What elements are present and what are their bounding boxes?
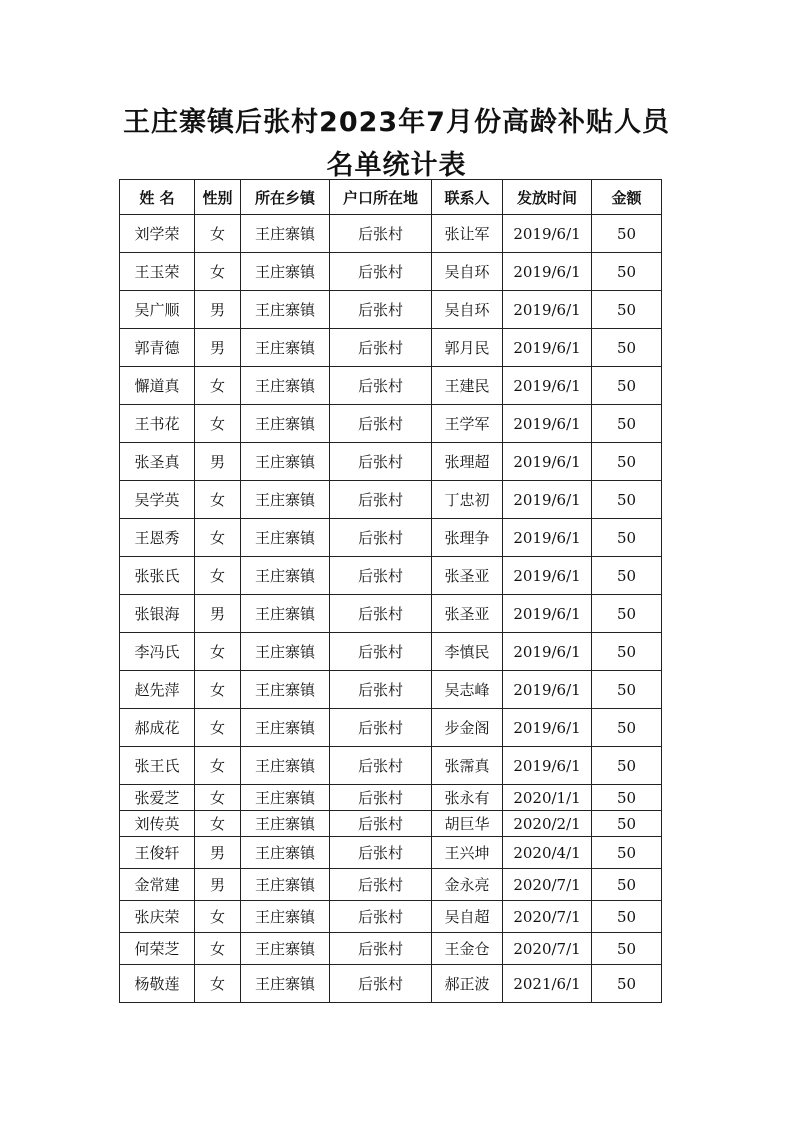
cell-gender: 男 <box>195 595 241 633</box>
header-township: 所在乡镇 <box>241 180 330 215</box>
table-row <box>120 329 662 367</box>
cell-contact: 王金仓 <box>432 933 503 965</box>
cell-amount: 50 <box>592 785 662 811</box>
cell-name: 王书花 <box>120 405 195 443</box>
cell-contact: 吴自环 <box>432 291 503 329</box>
cell-township: 王庄寨镇 <box>241 253 330 291</box>
cell-gender: 女 <box>195 747 241 785</box>
cell-issue-date: 2019/6/1 <box>503 443 592 481</box>
cell-name: 郝成花 <box>120 709 195 747</box>
cell-residence: 后张村 <box>330 291 432 329</box>
cell-issue-date: 2020/4/1 <box>503 837 592 869</box>
cell-residence: 后张村 <box>330 837 432 869</box>
page-title-line-1: 王庄寨镇后张村2023年7月份高龄补贴人员 <box>123 107 670 138</box>
cell-name: 张爱芝 <box>120 785 195 811</box>
cell-issue-date: 2019/6/1 <box>503 215 592 253</box>
cell-amount: 50 <box>592 869 662 901</box>
cell-name: 张庆荣 <box>120 901 195 933</box>
table-row <box>120 443 662 481</box>
cell-contact: 金永亮 <box>432 869 503 901</box>
cell-contact: 步金阁 <box>432 709 503 747</box>
cell-amount: 50 <box>592 837 662 869</box>
cell-residence: 后张村 <box>330 405 432 443</box>
cell-issue-date: 2019/6/1 <box>503 671 592 709</box>
cell-township: 王庄寨镇 <box>241 811 330 837</box>
cell-residence: 后张村 <box>330 933 432 965</box>
cell-township: 王庄寨镇 <box>241 443 330 481</box>
cell-gender: 男 <box>195 443 241 481</box>
table-row <box>120 481 662 519</box>
cell-residence: 后张村 <box>330 557 432 595</box>
cell-residence: 后张村 <box>330 747 432 785</box>
cell-amount: 50 <box>592 215 662 253</box>
table-row <box>120 901 662 933</box>
cell-issue-date: 2019/6/1 <box>503 747 592 785</box>
cell-gender: 女 <box>195 253 241 291</box>
cell-contact: 王学军 <box>432 405 503 443</box>
cell-township: 王庄寨镇 <box>241 709 330 747</box>
cell-amount: 50 <box>592 253 662 291</box>
cell-township: 王庄寨镇 <box>241 405 330 443</box>
cell-issue-date: 2020/1/1 <box>503 785 592 811</box>
cell-name: 刘学荣 <box>120 215 195 253</box>
table-body <box>120 215 662 1003</box>
cell-gender: 女 <box>195 481 241 519</box>
cell-township: 王庄寨镇 <box>241 785 330 811</box>
cell-contact: 张霈真 <box>432 747 503 785</box>
cell-gender: 男 <box>195 291 241 329</box>
table-row <box>120 519 662 557</box>
cell-contact: 郝正波 <box>432 965 503 1003</box>
cell-gender: 女 <box>195 811 241 837</box>
cell-gender: 女 <box>195 671 241 709</box>
cell-contact: 张圣亚 <box>432 595 503 633</box>
cell-contact: 张永有 <box>432 785 503 811</box>
cell-gender: 女 <box>195 785 241 811</box>
cell-gender: 女 <box>195 405 241 443</box>
cell-contact: 王建民 <box>432 367 503 405</box>
cell-gender: 女 <box>195 709 241 747</box>
cell-contact: 张理超 <box>432 443 503 481</box>
cell-gender: 男 <box>195 329 241 367</box>
cell-amount: 50 <box>592 709 662 747</box>
cell-residence: 后张村 <box>330 595 432 633</box>
cell-name: 吴学英 <box>120 481 195 519</box>
cell-residence: 后张村 <box>330 671 432 709</box>
cell-township: 王庄寨镇 <box>241 367 330 405</box>
header-name: 姓 名 <box>120 180 195 215</box>
table-row <box>120 367 662 405</box>
cell-name: 李冯氏 <box>120 633 195 671</box>
cell-township: 王庄寨镇 <box>241 933 330 965</box>
cell-residence: 后张村 <box>330 785 432 811</box>
cell-name: 杨敬莲 <box>120 965 195 1003</box>
cell-residence: 后张村 <box>330 519 432 557</box>
cell-residence: 后张村 <box>330 481 432 519</box>
cell-issue-date: 2019/6/1 <box>503 519 592 557</box>
cell-contact: 王兴坤 <box>432 837 503 869</box>
header-gender: 性别 <box>195 180 241 215</box>
cell-name: 金常建 <box>120 869 195 901</box>
cell-contact: 丁忠初 <box>432 481 503 519</box>
table-row <box>120 671 662 709</box>
cell-township: 王庄寨镇 <box>241 215 330 253</box>
cell-gender: 女 <box>195 215 241 253</box>
cell-gender: 女 <box>195 933 241 965</box>
cell-amount: 50 <box>592 519 662 557</box>
cell-residence: 后张村 <box>330 253 432 291</box>
cell-issue-date: 2019/6/1 <box>503 481 592 519</box>
cell-residence: 后张村 <box>330 215 432 253</box>
cell-amount: 50 <box>592 405 662 443</box>
table-row <box>120 253 662 291</box>
cell-amount: 50 <box>592 747 662 785</box>
cell-amount: 50 <box>592 367 662 405</box>
cell-gender: 男 <box>195 869 241 901</box>
cell-issue-date: 2020/2/1 <box>503 811 592 837</box>
cell-contact: 张让军 <box>432 215 503 253</box>
cell-amount: 50 <box>592 965 662 1003</box>
cell-name: 张张氏 <box>120 557 195 595</box>
table-row <box>120 291 662 329</box>
cell-residence: 后张村 <box>330 811 432 837</box>
cell-issue-date: 2019/6/1 <box>503 633 592 671</box>
cell-township: 王庄寨镇 <box>241 481 330 519</box>
cell-gender: 男 <box>195 837 241 869</box>
table-row <box>120 709 662 747</box>
cell-township: 王庄寨镇 <box>241 901 330 933</box>
table-row <box>120 557 662 595</box>
subsidy-table <box>119 179 662 1003</box>
page-title-line-2: 名单统计表 <box>326 150 467 181</box>
cell-residence: 后张村 <box>330 443 432 481</box>
cell-residence: 后张村 <box>330 709 432 747</box>
table-row <box>120 869 662 901</box>
cell-issue-date: 2019/6/1 <box>503 595 592 633</box>
cell-residence: 后张村 <box>330 965 432 1003</box>
cell-amount: 50 <box>592 633 662 671</box>
cell-name: 王恩秀 <box>120 519 195 557</box>
cell-issue-date: 2019/6/1 <box>503 253 592 291</box>
cell-gender: 女 <box>195 633 241 671</box>
cell-township: 王庄寨镇 <box>241 519 330 557</box>
header-residence: 户口所在地 <box>330 180 432 215</box>
cell-issue-date: 2019/6/1 <box>503 291 592 329</box>
cell-amount: 50 <box>592 557 662 595</box>
cell-residence: 后张村 <box>330 901 432 933</box>
cell-gender: 女 <box>195 901 241 933</box>
cell-amount: 50 <box>592 901 662 933</box>
cell-amount: 50 <box>592 443 662 481</box>
cell-contact: 吴自超 <box>432 901 503 933</box>
cell-issue-date: 2020/7/1 <box>503 869 592 901</box>
table-row <box>120 837 662 869</box>
cell-name: 郭青德 <box>120 329 195 367</box>
cell-gender: 女 <box>195 519 241 557</box>
cell-issue-date: 2019/6/1 <box>503 367 592 405</box>
cell-township: 王庄寨镇 <box>241 329 330 367</box>
cell-contact: 吴志峰 <box>432 671 503 709</box>
cell-issue-date: 2019/6/1 <box>503 557 592 595</box>
cell-amount: 50 <box>592 291 662 329</box>
cell-name: 王玉荣 <box>120 253 195 291</box>
cell-township: 王庄寨镇 <box>241 747 330 785</box>
table-row <box>120 747 662 785</box>
cell-amount: 50 <box>592 811 662 837</box>
cell-amount: 50 <box>592 481 662 519</box>
cell-name: 吴广顺 <box>120 291 195 329</box>
table-row <box>120 811 662 837</box>
cell-contact: 郭月民 <box>432 329 503 367</box>
cell-township: 王庄寨镇 <box>241 869 330 901</box>
cell-amount: 50 <box>592 933 662 965</box>
cell-contact: 胡巨华 <box>432 811 503 837</box>
cell-name: 张圣真 <box>120 443 195 481</box>
cell-residence: 后张村 <box>330 329 432 367</box>
table-row <box>120 595 662 633</box>
cell-name: 张王氏 <box>120 747 195 785</box>
cell-name: 赵先萍 <box>120 671 195 709</box>
cell-name: 王俊轩 <box>120 837 195 869</box>
cell-contact: 张圣亚 <box>432 557 503 595</box>
cell-issue-date: 2020/7/1 <box>503 901 592 933</box>
cell-issue-date: 2019/6/1 <box>503 709 592 747</box>
cell-contact: 吴自环 <box>432 253 503 291</box>
cell-gender: 女 <box>195 367 241 405</box>
cell-contact: 张理争 <box>432 519 503 557</box>
cell-township: 王庄寨镇 <box>241 633 330 671</box>
table-row <box>120 633 662 671</box>
cell-amount: 50 <box>592 671 662 709</box>
cell-township: 王庄寨镇 <box>241 595 330 633</box>
cell-contact: 李慎民 <box>432 633 503 671</box>
table-row <box>120 785 662 811</box>
table-row <box>120 965 662 1003</box>
header-contact: 联系人 <box>432 180 503 215</box>
cell-township: 王庄寨镇 <box>241 557 330 595</box>
header-issue-date: 发放时间 <box>503 180 592 215</box>
cell-residence: 后张村 <box>330 367 432 405</box>
cell-issue-date: 2019/6/1 <box>503 405 592 443</box>
cell-issue-date: 2019/6/1 <box>503 329 592 367</box>
cell-name: 何荣芝 <box>120 933 195 965</box>
cell-township: 王庄寨镇 <box>241 671 330 709</box>
cell-amount: 50 <box>592 595 662 633</box>
cell-gender: 女 <box>195 965 241 1003</box>
cell-name: 懈道真 <box>120 367 195 405</box>
cell-amount: 50 <box>592 329 662 367</box>
table-row <box>120 933 662 965</box>
cell-township: 王庄寨镇 <box>241 291 330 329</box>
cell-gender: 女 <box>195 557 241 595</box>
table-row <box>120 215 662 253</box>
cell-issue-date: 2020/7/1 <box>503 933 592 965</box>
header-amount: 金额 <box>592 180 662 215</box>
table-header-row <box>120 180 662 215</box>
cell-name: 张银海 <box>120 595 195 633</box>
cell-name: 刘传英 <box>120 811 195 837</box>
table-row <box>120 405 662 443</box>
cell-residence: 后张村 <box>330 869 432 901</box>
cell-township: 王庄寨镇 <box>241 965 330 1003</box>
cell-issue-date: 2021/6/1 <box>503 965 592 1003</box>
cell-township: 王庄寨镇 <box>241 837 330 869</box>
cell-residence: 后张村 <box>330 633 432 671</box>
